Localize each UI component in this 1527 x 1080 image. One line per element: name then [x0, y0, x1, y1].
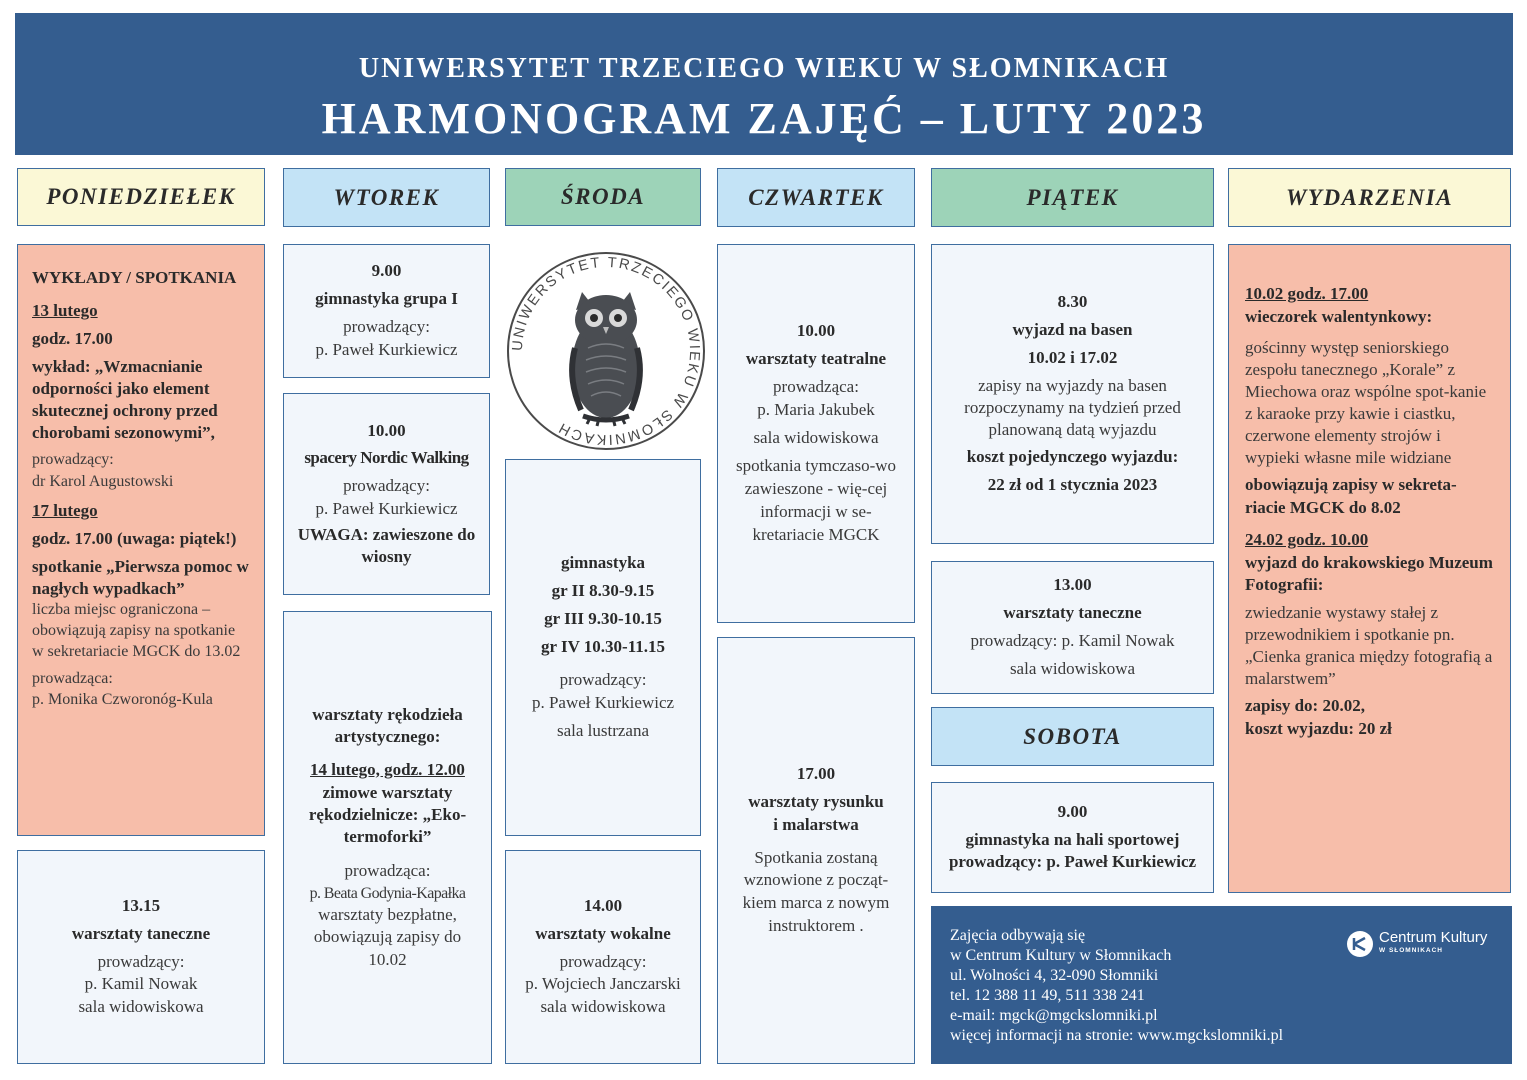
time: 9.00 — [1057, 801, 1088, 821]
day-header-thursday: CZWARTEK — [717, 168, 915, 227]
page-title: HARMONOGRAM ZAJĘĆ – LUTY 2023 — [321, 94, 1207, 143]
lead: prowadzący: p. Kamil Nowak — [970, 631, 1175, 650]
owl-icon — [503, 248, 709, 454]
wednesday-vocal-card — [505, 850, 701, 1064]
class-title: spacery Nordic Walking — [304, 448, 469, 468]
lead-name: p. Wojciech Janczarski — [525, 974, 681, 994]
cost-label: koszt pojedynczego wyjazdu: — [966, 447, 1179, 467]
day-header-monday: PONIEDZIEŁEK — [17, 168, 265, 226]
class-title: warsztaty teatralne — [745, 349, 887, 369]
time: 17.00 — [796, 763, 836, 783]
workshop-note: warsztaty bezpłatne, obowiązują zapisy do 10.02 — [313, 905, 462, 969]
thursday-drawing-card — [717, 637, 915, 1064]
footer-contact — [931, 906, 1512, 1064]
lead-label: prowadzący: — [97, 951, 185, 971]
time: 10.00 — [796, 321, 836, 341]
group-2: gr II 8.30-9.15 — [551, 581, 655, 601]
group-3: gr III 9.30-10.15 — [544, 609, 662, 629]
time: 8.30 — [1057, 292, 1088, 312]
thursday-theatre-card — [717, 244, 915, 623]
lead-label: prowadząca: — [773, 377, 859, 397]
footer-line: w Centrum Kultury w Słomnikach — [950, 947, 1172, 964]
room: sala widowiskowa — [753, 428, 879, 448]
logo-main-text: Centrum Kultury — [1379, 929, 1488, 946]
lecture2-lead-name: p. Monika Czworonóg-Kula — [32, 691, 213, 709]
tuesday-crafts-card — [283, 611, 492, 1064]
lead-name: p. Paweł Kurkiewicz — [531, 692, 675, 712]
day-header-saturday: SOBOTA — [931, 707, 1214, 766]
class-title: warsztaty rysunku i malarstwa — [748, 791, 884, 834]
time: 9.00 — [371, 261, 402, 281]
event2-title: wyjazd do krakowskiego Muzeum Fotografii: — [1245, 552, 1493, 594]
class-title: gimnastyka — [560, 553, 646, 573]
event1-signup-note: obowiązują zapisy w sekreta-riacie MGCK do 8.02 — [1245, 475, 1457, 517]
resume-note: Spotkania zostaną wznowione z począt-kiem marca z nowym instruktorem . — [742, 847, 890, 936]
footer-line: Zajęcia odbywają się — [950, 927, 1086, 944]
group-4: gr IV 10.30-11.15 — [540, 637, 666, 657]
header-subtitle: UNIWERSYTET TRZECIEGO WIEKU W SŁOMNIKACH — [358, 53, 1170, 84]
monday-lectures-card — [17, 244, 265, 836]
trip-dates: 10.02 i 17.02 — [1027, 347, 1118, 367]
lead-label: prowadząca: — [344, 860, 431, 880]
centrum-kultury-logo-icon — [1347, 931, 1373, 957]
room: sala widowiskowa — [540, 997, 666, 1017]
room: sala lustrzana — [556, 720, 650, 740]
class-title: warsztaty rękodzieła artystycznego: — [312, 705, 463, 747]
phone: tel. 12 388 11 49, 511 338 241 — [950, 987, 1145, 1004]
lead-label: prowadzący: — [559, 669, 647, 689]
lecture1-lead-label: prowadzący: — [32, 451, 114, 469]
day-header-tuesday: WTOREK — [283, 168, 490, 227]
lecture1-time: godz. 17.00 — [32, 328, 113, 348]
lead-name: p. Kamil Nowak — [84, 974, 198, 994]
class-title: wyjazd na basen — [1012, 319, 1133, 339]
events-card — [1228, 244, 1511, 893]
tuesday-gym-card — [283, 244, 490, 378]
time: 10.00 — [367, 420, 406, 440]
owl-logo — [503, 248, 709, 454]
time: 13.15 — [121, 895, 161, 915]
workshop-date: 14 lutego, godz. 12.00 — [310, 759, 465, 779]
day-header-friday: PIĄTEK — [931, 168, 1214, 227]
centrum-kultury-logo — [1347, 929, 1497, 969]
class-title: warsztaty taneczne — [71, 923, 211, 943]
monday-dance-card — [17, 850, 265, 1064]
time: 13.00 — [1053, 575, 1092, 595]
contact-info — [950, 926, 1283, 1046]
class-title: warsztaty taneczne — [1003, 603, 1142, 623]
room: sala widowiskowa — [1009, 658, 1136, 678]
event2-date: 24.02 godz. 10.00 — [1245, 529, 1369, 549]
logo-sub-text: W SŁOMNIKACH — [1379, 947, 1443, 954]
lecture2-date: 17 lutego — [32, 501, 98, 521]
address: ul. Wolności 4, 32-090 Słomniki — [950, 967, 1159, 984]
lead: prowadzący: p. Paweł Kurkiewicz — [948, 852, 1197, 872]
event2-signup: zapisy do: 20.02, — [1245, 696, 1365, 716]
event1-title: wieczorek walentynkowy: — [1245, 306, 1433, 326]
page-header — [15, 13, 1513, 155]
lecture1-title: wykład: „Wzmacnianie odporności jako element skutecznej ochrony przed chorobami sezonowymi”, — [32, 356, 218, 443]
saturday-gym-card — [931, 782, 1214, 893]
lecture2-time: godz. 17.00 (uwaga: piątek!) — [32, 529, 237, 549]
class-title: gimnastyka grupa I — [315, 289, 458, 309]
wednesday-gym-card — [505, 459, 701, 836]
room: sala widowiskowa — [78, 997, 204, 1017]
lead-label: prowadzący: — [343, 476, 430, 496]
class-title: warsztaty wokalne — [535, 923, 671, 943]
suspension-note: spotkania tymczaso-wo zawieszone - wię-cej informacji w se-kretariacie MGCK — [735, 455, 897, 544]
suspension-warning: UWAGA: zawieszone do wiosny — [297, 525, 476, 567]
signup-note: zapisy na wyjazdy na basen rozpoczynamy na tydzień przed planowaną datą wyjazdu — [964, 375, 1181, 440]
lecture1-lead-name: dr Karol Augustowski — [32, 472, 174, 490]
lecture1-date: 13 lutego — [32, 300, 98, 320]
time: 14.00 — [583, 895, 623, 915]
lead-label: prowadzący: — [343, 317, 430, 336]
workshop-subtitle: zimowe warsztaty rękodzielnicze: „Eko-termoforki” — [308, 782, 467, 846]
event2-description: zwiedzanie wystawy stałej z przewodnikiem i spotkanie pn. „Cienka granica między fotografią a malarstwem” — [1245, 602, 1493, 689]
lectures-heading: WYKŁADY / SPOTKANIA — [32, 268, 237, 287]
tuesday-walking-card — [283, 393, 490, 595]
friday-dance-card — [931, 561, 1214, 694]
lead-name: p. Paweł Kurkiewicz — [315, 499, 458, 519]
email[interactable]: e-mail: mgck@mgckslomniki.pl — [950, 1007, 1158, 1024]
friday-pool-card — [931, 244, 1214, 544]
logo-ring-text: UNIWERSYTET TRZECIEGO WIEKU W SŁOMNIKACH — [509, 254, 703, 448]
lecture2-lead-label: prowadząca: — [32, 669, 113, 687]
event1-description: gościnny występ seniorskiego zespołu tanecznego „Korale” z Miechowa oraz wspólne spot-kanie z karaoke przy kawie i ciastku, czerwone elementy strojów i wypieki własne mile widziane — [1245, 337, 1487, 468]
lecture2-title: spotkanie „Pierwsza pomoc w nagłych wypadkach” — [32, 557, 249, 599]
lead-name: p. Maria Jakubek — [757, 400, 875, 420]
day-header-events: WYDARZENIA — [1228, 168, 1511, 227]
event2-cost: koszt wyjazdu: 20 zł — [1245, 719, 1392, 739]
lead-label: prowadzący: — [559, 951, 647, 971]
event1-date: 10.02 godz. 17.00 — [1245, 284, 1369, 303]
lead-name: p. Beata Godynia-Kapałka — [309, 884, 466, 902]
day-header-wednesday: ŚRODA — [505, 168, 701, 226]
class-title: gimnastyka na hali sportowej — [965, 829, 1180, 849]
lead-name: p. Paweł Kurkiewicz — [315, 339, 458, 359]
cost: 22 zł od 1 stycznia 2023 — [987, 475, 1158, 495]
lecture2-note: liczba miejsc ograniczona – obowiązują zapisy na spotkanie w sekretariacie MGCK do 13.02 — [32, 601, 241, 661]
website[interactable]: więcej informacji na stronie: www.mgckslomniki.pl — [950, 1027, 1284, 1044]
